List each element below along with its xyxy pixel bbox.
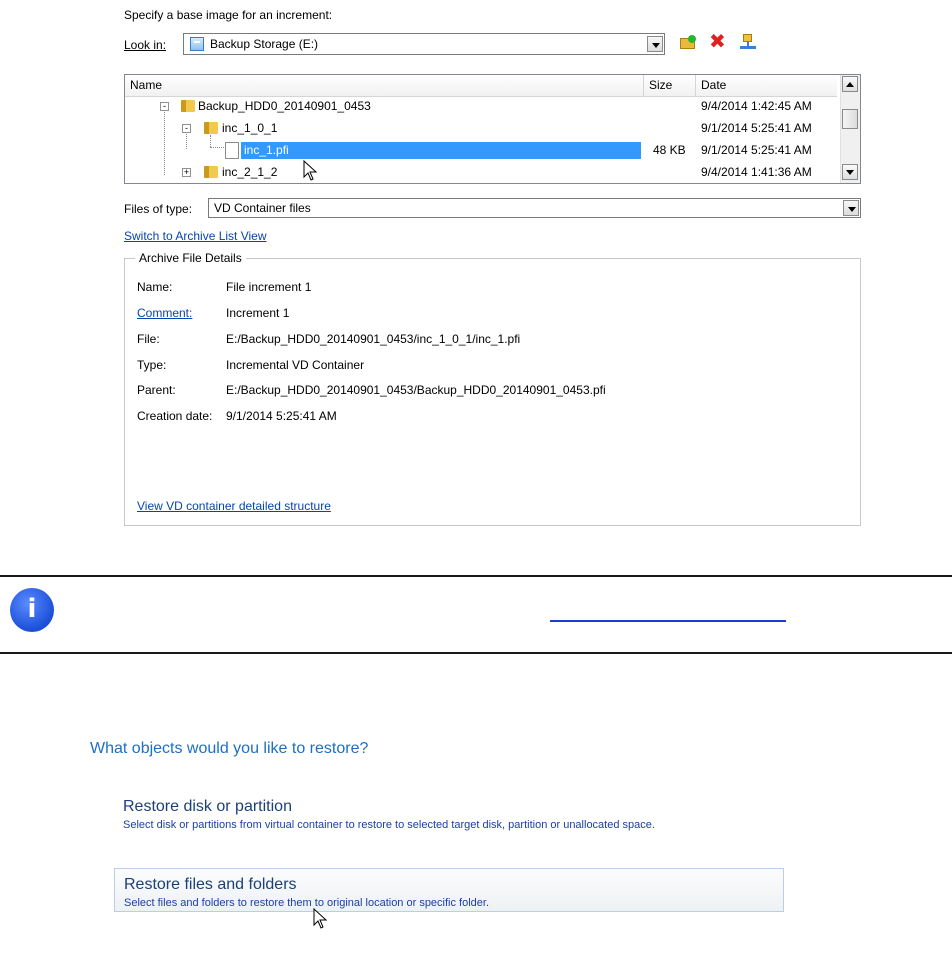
expand-collapse-toggle[interactable]: - [182,124,191,133]
look-in-dropdown-button[interactable] [647,36,663,52]
files-of-type-value: VD Container files [214,201,311,215]
detail-type-value: Incremental VD Container [226,358,365,372]
drive-icon [190,37,204,51]
scroll-up-button[interactable] [842,76,858,92]
group-title: Archive File Details [135,251,246,265]
cursor-arrow-icon [313,908,329,930]
option-description: Select disk or partitions from virtual container to restore to selected target disk, partition or unallocated space. [123,819,655,831]
detail-file-label: File: [137,332,160,346]
selection-highlight [241,142,641,159]
row-size: 48 KB [653,143,686,157]
new-folder-icon[interactable] [680,34,696,50]
archive-file-details-group [124,251,861,526]
network-icon[interactable] [740,34,756,50]
detail-comment-value: Increment 1 [226,306,290,320]
row-name: inc_1_0_1 [222,121,278,135]
row-date: 9/1/2014 5:25:41 AM [701,143,812,157]
divider [0,575,952,577]
detail-file-value: E:/Backup_HDD0_20140901_0453/inc_1_0_1/inc_1.pfi [226,332,521,346]
detail-creation-label: Creation date: [137,409,213,423]
row-date: 9/1/2014 5:25:41 AM [701,121,812,135]
look-in-label-text: Look in: [124,38,167,52]
detail-type-label: Type: [137,358,167,372]
wizard-question: What objects would you like to restore? [90,740,369,757]
column-header-name[interactable]: Name [125,75,644,96]
restore-files-option[interactable] [114,868,784,912]
files-of-type-dropdown-button[interactable] [843,200,859,216]
detail-comment-link[interactable]: Comment: [137,306,193,320]
list-item[interactable] [125,96,837,117]
file-icon [225,142,239,159]
file-list[interactable] [124,74,861,184]
prompt-label: Specify a base image for an increment: [124,8,333,22]
column-header-date[interactable]: Date [701,78,727,92]
option-description: Select files and folders to restore them to original location or specific folder. [124,897,490,909]
option-title: Restore disk or partition [123,798,292,815]
detail-name-label: Name: [137,280,173,294]
note-link-underline[interactable] [550,620,786,622]
look-in-combo[interactable] [183,33,665,55]
divider [0,652,952,654]
view-structure-link[interactable]: View VD container detailed structure [137,499,331,513]
row-name: inc_1.pfi [244,143,289,157]
files-of-type-label: Files of type: [124,202,193,216]
info-icon: i [10,588,54,632]
detail-parent-value: E:/Backup_HDD0_20140901_0453/Backup_HDD0_20140901_0453.pfi [226,383,606,397]
row-name: inc_2_1_2 [222,165,278,179]
files-of-type-combo[interactable] [208,198,861,218]
folder-icon [204,166,218,178]
row-name: Backup_HDD0_20140901_0453 [198,99,371,113]
folder-icon [181,100,195,112]
cursor-arrow-icon [303,160,319,182]
look-in-label [124,38,166,52]
column-header-size[interactable]: Size [644,75,696,96]
row-date: 9/4/2014 1:42:45 AM [701,99,812,113]
list-header [125,75,837,97]
list-item-selected[interactable] [125,140,837,161]
look-in-value: Backup Storage (E:) [210,37,319,51]
scroll-down-button[interactable] [842,164,858,180]
vertical-scrollbar[interactable] [840,75,860,183]
detail-name-value: File increment 1 [226,280,312,294]
list-item[interactable] [125,162,837,183]
row-date: 9/4/2014 1:41:36 AM [701,165,812,179]
list-item[interactable] [125,118,837,139]
expand-collapse-toggle[interactable]: - [160,102,169,111]
folder-icon [204,122,218,134]
delete-icon[interactable]: ✖ [709,29,726,53]
detail-creation-value: 9/1/2014 5:25:41 AM [226,409,337,423]
restore-disk-option[interactable] [114,796,784,836]
detail-parent-label: Parent: [137,383,176,397]
scroll-thumb[interactable] [842,109,858,129]
expand-collapse-toggle[interactable]: + [183,167,190,177]
option-title: Restore files and folders [124,876,297,893]
switch-view-link[interactable]: Switch to Archive List View [124,229,267,243]
